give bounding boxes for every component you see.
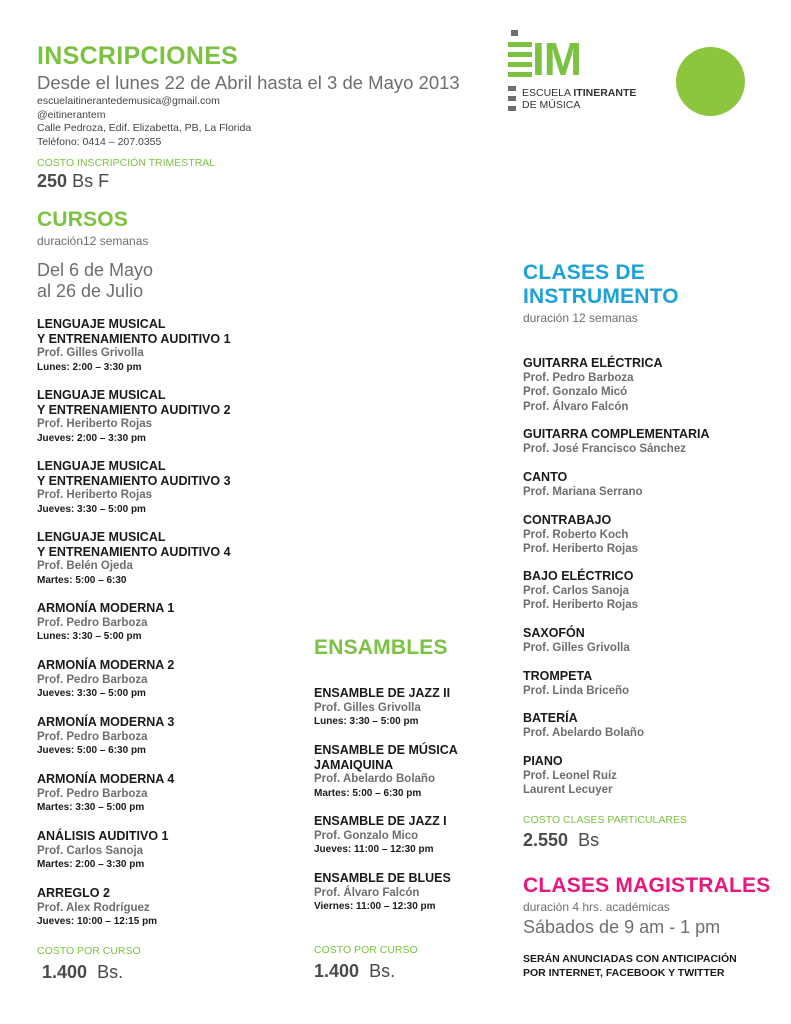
- instrument-professor: Prof. Pedro Barboza: [523, 371, 634, 384]
- instrumento-duration: duración 12 semanas: [523, 311, 638, 325]
- course-professor: Prof. Alex Rodríguez: [37, 901, 150, 914]
- ensemble-name: ENSAMBLE DE MÚSICA: [314, 743, 458, 757]
- instrument-item: [523, 754, 617, 798]
- course-schedule: Lunes: 2:00 – 3:30 pm: [37, 361, 142, 373]
- ensemble-cost-value: 1.400: [314, 961, 360, 981]
- logo-bar: [508, 62, 532, 67]
- magistrales-note-line2: POR INTERNET, FACEBOOK Y TWITTER: [523, 967, 725, 979]
- course-name: ARMONÍA MODERNA 3: [37, 715, 175, 729]
- instrument-item: [523, 626, 630, 655]
- course-professor: Prof. Pedro Barboza: [37, 787, 148, 800]
- instrument-professor: Prof. Carlos Sanoja: [523, 584, 630, 597]
- ensemble-schedule: Jueves: 11:00 – 12:30 pm: [314, 844, 434, 855]
- course-schedule: Martes: 3:30 – 5:00 pm: [37, 802, 145, 813]
- course-item: [37, 829, 169, 873]
- course-item: [37, 317, 231, 375]
- inscripciones-dates: Desde el lunes 22 de Abril hasta el 3 de Mayo 2013: [37, 72, 460, 93]
- instrument-item: [523, 356, 663, 414]
- logo-escuela: ESCUELA: [522, 87, 574, 99]
- instrument-professor: Prof. Heriberto Rojas: [523, 599, 639, 611]
- inscription-cost-value: 250: [37, 171, 68, 191]
- course-schedule: Martes: 5:00 – 6:30: [37, 574, 127, 586]
- logo-bar: [508, 86, 516, 91]
- ensemble-professor: Prof. Abelardo Bolaño: [314, 773, 435, 785]
- course-schedule: Jueves: 3:30 – 5:00 pm: [37, 503, 146, 515]
- logo-bar: [508, 96, 516, 101]
- course-name: ARREGLO 2: [37, 886, 110, 900]
- instrument-cost: [523, 830, 599, 851]
- instrument-name: CONTRABAJO: [523, 513, 612, 527]
- ensemble-cost: [314, 961, 395, 982]
- course-name: ARMONÍA MODERNA 4: [37, 772, 175, 786]
- course-schedule: Jueves: 2:00 – 3:30 pm: [37, 432, 146, 444]
- instrument-professor: Prof. Gilles Grivolla: [523, 641, 630, 654]
- instrument-name: SAXOFÓN: [523, 626, 585, 640]
- ensemble-cost-unit: Bs.: [369, 961, 396, 981]
- ensemble-professor: Prof. Gonzalo Mico: [314, 829, 419, 842]
- ensemble-name: ENSAMBLE DE JAZZ II: [314, 686, 451, 700]
- instrument-professor: Prof. Linda Briceño: [523, 684, 630, 697]
- instrument-professor: Prof. Gonzalo Micó: [523, 386, 628, 398]
- course-item: [37, 459, 231, 517]
- course-name: ARMONÍA MODERNA 1: [37, 601, 175, 615]
- cursos-date-range: [37, 260, 153, 302]
- course-cost-value: 1.400: [42, 962, 88, 982]
- cursos-range-start: Del 6 de Mayo: [37, 260, 154, 280]
- inscription-cost: [37, 171, 109, 192]
- cursos-duration: duración12 semanas: [37, 234, 149, 248]
- instrument-item: [523, 513, 638, 557]
- course-professor: Prof. Heriberto Rojas: [37, 418, 153, 430]
- ensemble-item: [314, 686, 450, 730]
- inscription-cost-label: COSTO INSCRIPCIÓN TRIMESTRAL: [37, 157, 216, 169]
- instrument-name: BAJO ELÉCTRICO: [523, 569, 634, 583]
- ensemble-item: [314, 743, 458, 801]
- course-name: LENGUAJE MUSICAL: [37, 388, 166, 402]
- course-item: [37, 530, 231, 588]
- ensemble-professor: Prof. Gilles Grivolla: [314, 701, 421, 714]
- course-cost: [42, 962, 123, 983]
- instrument-professor: Prof. Heriberto Rojas: [523, 543, 639, 555]
- course-item: [37, 886, 157, 930]
- instrument-cost-value: 2.550: [523, 830, 569, 850]
- instrument-name: GUITARRA ELÉCTRICA: [523, 356, 663, 370]
- ensemble-schedule: Viernes: 11:00 – 12:30 pm: [314, 901, 436, 912]
- course-professor: Prof. Carlos Sanoja: [37, 844, 144, 857]
- cursos-range-end: al 26 de Julio: [37, 281, 144, 301]
- logo-bar: [508, 52, 532, 57]
- ensemble-name: ENSAMBLE DE JAZZ I: [314, 814, 447, 828]
- instrument-professor: Prof. Mariana Serrano: [523, 485, 643, 498]
- instrument-cost-unit: Bs: [578, 830, 600, 850]
- logo-letters: IM: [532, 33, 582, 85]
- inscripciones-title: INSCRIPCIONES: [37, 42, 239, 70]
- instrument-name: BATERÍA: [523, 711, 578, 725]
- course-name: LENGUAJE MUSICAL: [37, 317, 166, 331]
- instrument-name: CANTO: [523, 470, 568, 484]
- magistrales-note-line1: SERÁN ANUNCIADAS CON ANTICIPACIÓN: [523, 953, 737, 965]
- ensemble-item: [314, 814, 447, 858]
- course-schedule: Martes: 2:00 – 3:30 pm: [37, 859, 145, 870]
- instrument-professor: Laurent Lecuyer: [523, 784, 613, 796]
- ensemble-item: [314, 871, 451, 915]
- course-schedule: Jueves: 10:00 – 12:15 pm: [37, 916, 158, 927]
- course-schedule: Jueves: 5:00 – 6:30 pm: [37, 745, 146, 756]
- course-professor: Prof. Belén Ojeda: [37, 560, 133, 572]
- course-cost-label: COSTO POR CURSO: [37, 945, 141, 957]
- magistrales-when: Sábados de 9 am - 1 pm: [523, 917, 721, 937]
- ensemble-schedule: Lunes: 3:30 – 5:00 pm: [314, 716, 419, 727]
- course-professor: Prof. Pedro Barboza: [37, 673, 148, 686]
- instrument-item: [523, 427, 710, 456]
- logo-itinerante: ITINERANTE: [573, 87, 637, 99]
- instrumento-title: [523, 261, 679, 309]
- course-item: [37, 715, 174, 759]
- instrument-item: [523, 470, 643, 499]
- course-schedule: Lunes: 3:30 – 5:00 pm: [37, 631, 142, 642]
- instrument-name: TROMPETA: [523, 669, 593, 683]
- instrumento-title-line1: CLASES DE: [523, 261, 645, 284]
- course-name-line2: Y ENTRENAMIENTO AUDITIVO 3: [37, 473, 231, 488]
- logo-bar: [508, 42, 532, 47]
- logo-dot: [511, 30, 518, 36]
- logo-de-musica: DE MÚSICA: [522, 99, 581, 111]
- ensemble-name: ENSAMBLE DE BLUES: [314, 871, 451, 885]
- contact-address: Calle Pedroza, Edif. Elizabetta, PB, La Florida: [37, 122, 252, 134]
- instrument-professor: Prof. Abelardo Bolaño: [523, 726, 644, 739]
- course-cost-unit: Bs.: [97, 962, 124, 982]
- course-item: [37, 772, 174, 816]
- course-name-line2: Y ENTRENAMIENTO AUDITIVO 1: [37, 331, 231, 346]
- course-item: [37, 601, 174, 645]
- logo-text: [522, 87, 636, 111]
- ensemble-schedule: Martes: 5:00 – 6:30 pm: [314, 787, 422, 799]
- logo-bar: [508, 72, 532, 77]
- instrument-name: GUITARRA COMPLEMENTARIA: [523, 427, 710, 441]
- magistrales-note: [523, 952, 737, 980]
- instrument-professor: Prof. Álvaro Falcón: [523, 400, 629, 413]
- instrument-professor: Prof. José Francisco Sánchez: [523, 442, 686, 455]
- course-name: ARMONÍA MODERNA 2: [37, 658, 175, 672]
- course-name-line2: Y ENTRENAMIENTO AUDITIVO 2: [37, 402, 231, 417]
- course-name: LENGUAJE MUSICAL: [37, 459, 166, 473]
- magistrales-title: CLASES MAGISTRALES: [523, 874, 771, 897]
- magistrales-duration: duración 4 hrs. académicas: [523, 900, 670, 914]
- course-professor: Prof. Pedro Barboza: [37, 730, 148, 743]
- ensemble-cost-label: COSTO POR CURSO: [314, 944, 418, 956]
- course-professor: Prof. Pedro Barboza: [37, 616, 148, 629]
- course-name-line2: Y ENTRENAMIENTO AUDITIVO 4: [37, 544, 231, 559]
- course-item: [37, 388, 231, 446]
- contact-twitter: @eitinerantem: [37, 108, 106, 121]
- course-professor: Prof. Heriberto Rojas: [37, 489, 153, 501]
- contact-phone: Teléfono: 0414 – 207.0355: [37, 135, 162, 148]
- instrument-professor: Prof. Roberto Koch: [523, 528, 629, 541]
- course-professor: Prof. Gilles Grivolla: [37, 347, 144, 359]
- instrumento-title-line2: INSTRUMENTO: [523, 285, 679, 308]
- inscription-cost-unit: Bs F: [72, 171, 110, 191]
- instrument-item: [523, 569, 638, 613]
- green-circle-decoration: [676, 47, 745, 116]
- instrument-item: [523, 669, 629, 698]
- contact-email: escuelaitinerantedemusica@gmail.com: [37, 95, 220, 107]
- course-schedule: Jueves: 3:30 – 5:00 pm: [37, 688, 146, 699]
- school-logo: [508, 30, 637, 120]
- ensemble-professor: Prof. Álvaro Falcón: [314, 886, 420, 899]
- instrument-item: [523, 711, 644, 740]
- logo-bar: [508, 106, 516, 111]
- course-name: ANÁLISIS AUDITIVO 1: [37, 829, 169, 843]
- course-item: [37, 658, 174, 702]
- instrument-professor: Prof. Leonel Ruíz: [523, 769, 617, 782]
- ensambles-title: ENSAMBLES: [314, 636, 448, 659]
- course-name: LENGUAJE MUSICAL: [37, 530, 166, 544]
- contact-block: [37, 95, 251, 149]
- instrument-name: PIANO: [523, 754, 563, 768]
- instrument-cost-label: COSTO CLASES PARTICULARES: [523, 814, 687, 826]
- ensemble-name-line2: JAMAIQUINA: [314, 757, 394, 772]
- cursos-title: CURSOS: [37, 208, 129, 231]
